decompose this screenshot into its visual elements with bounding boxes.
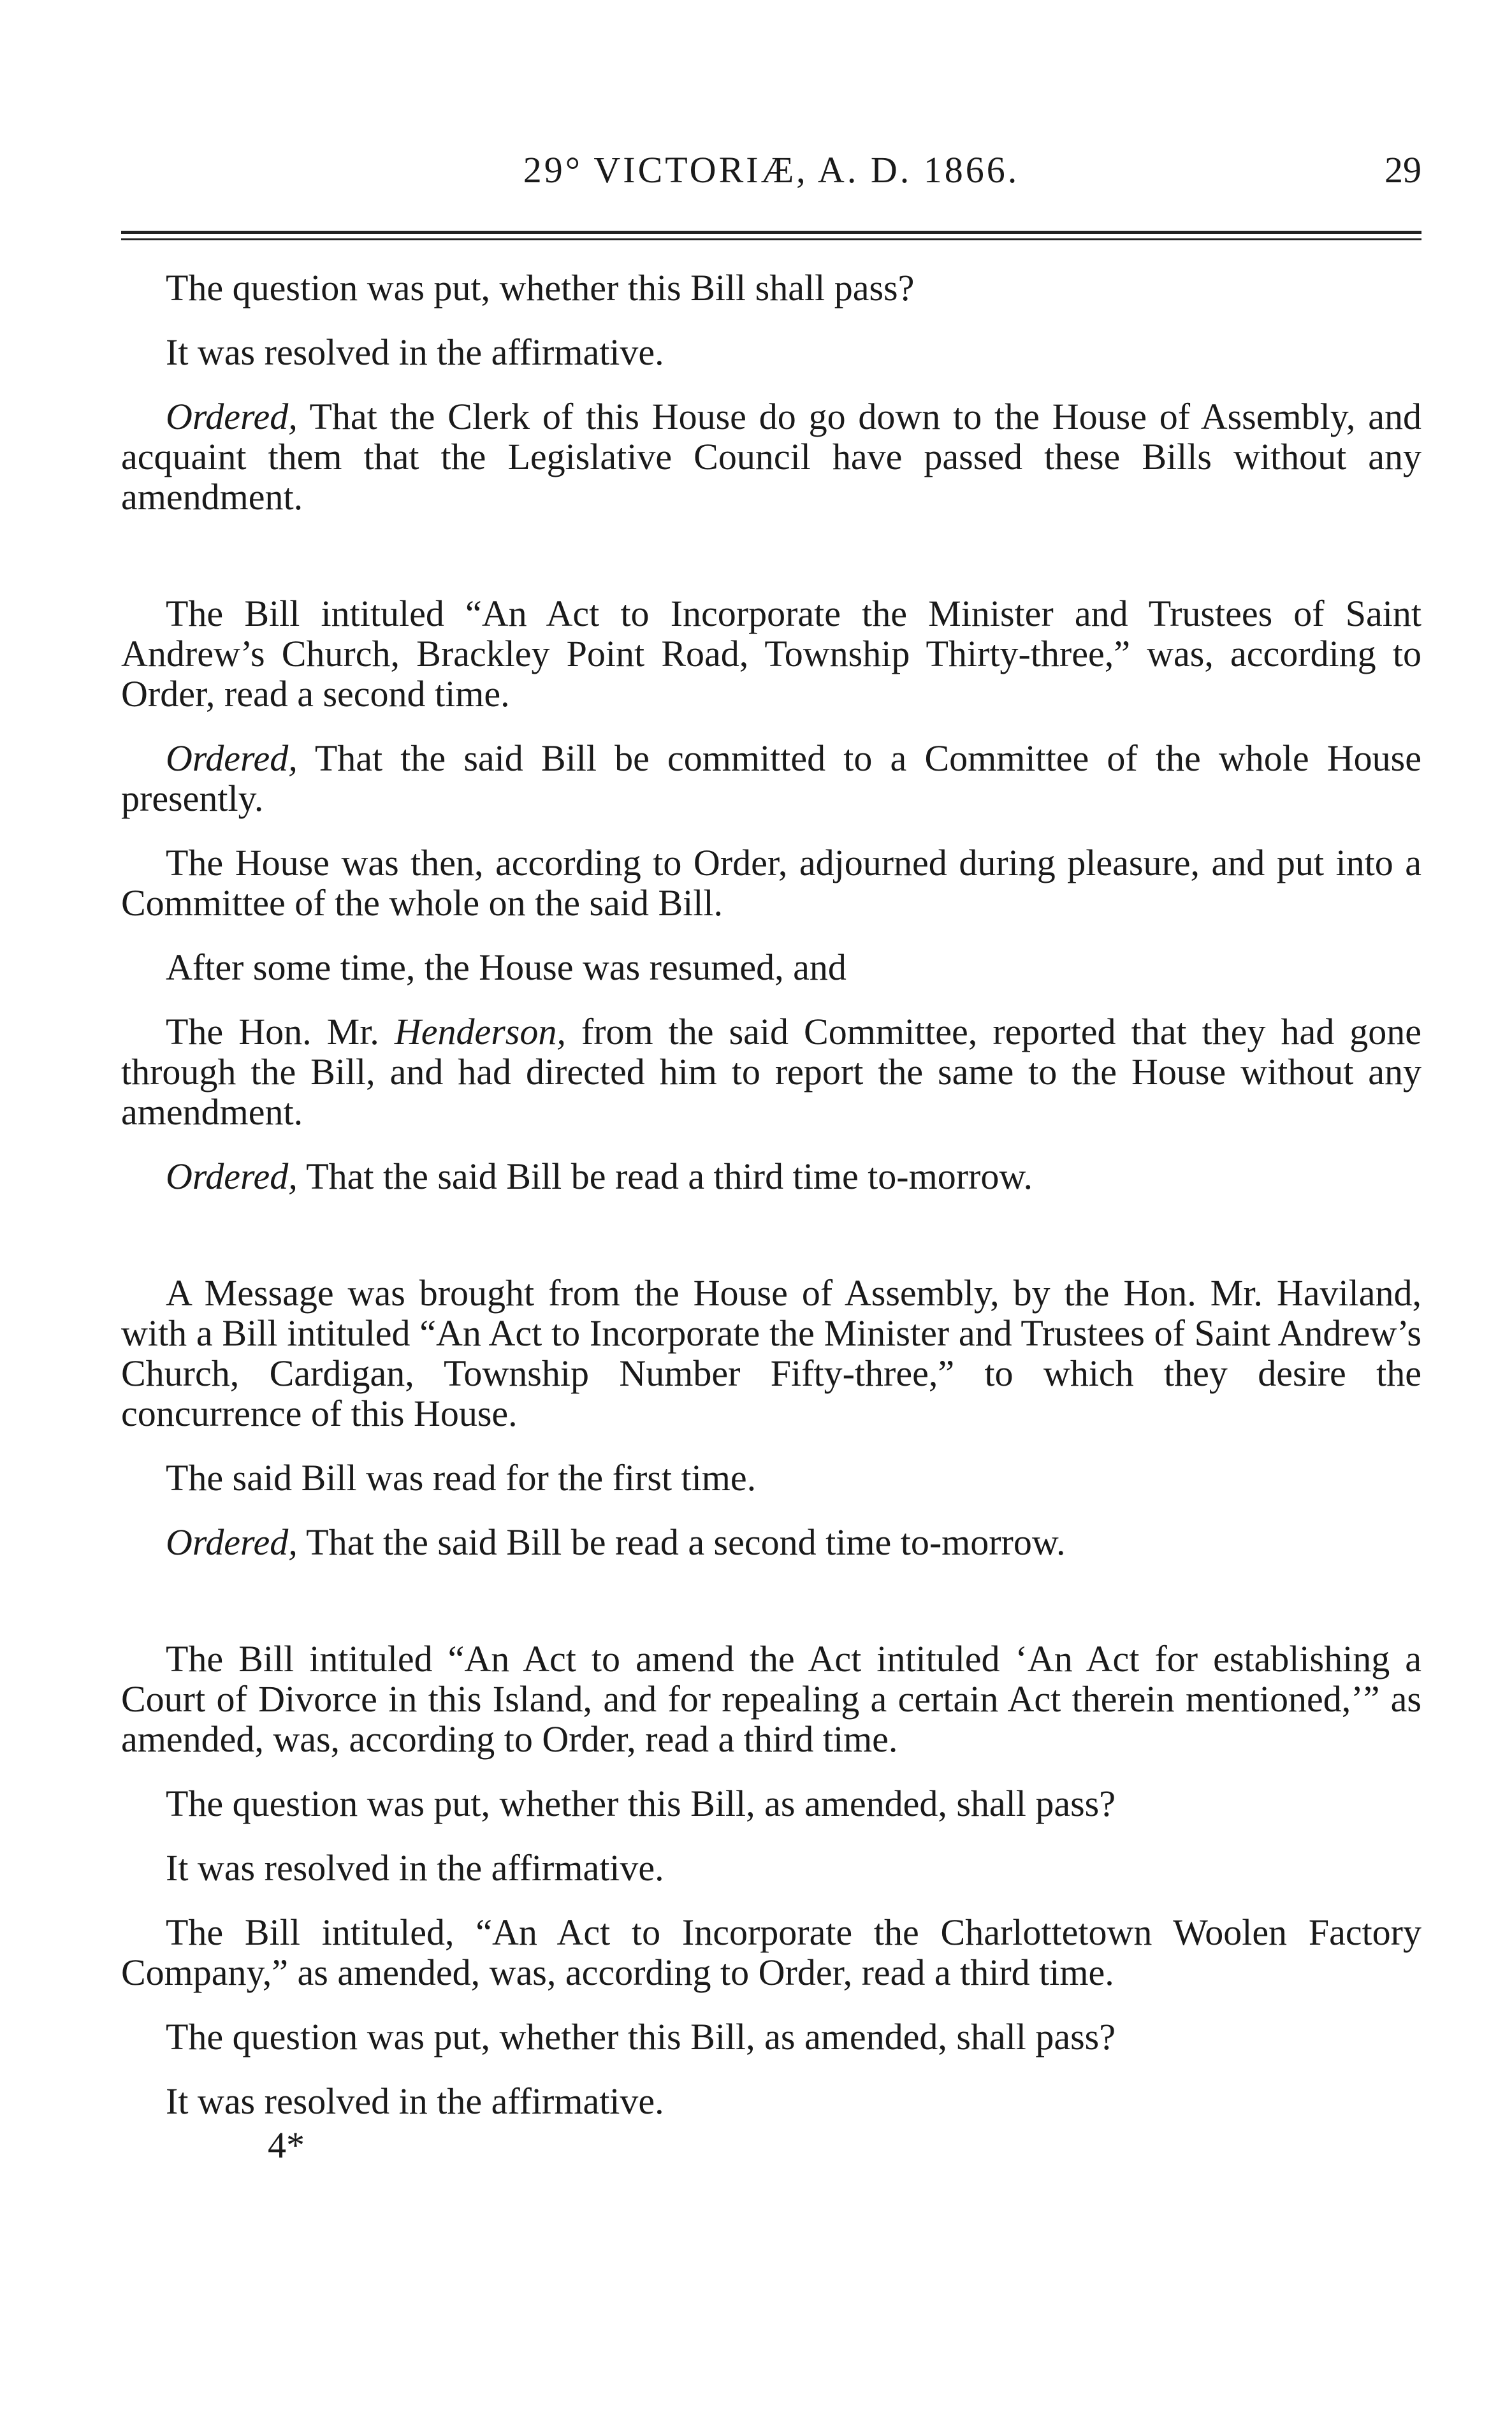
paragraph	[121, 396, 1421, 517]
running-head: 29° VICTORIÆ, A. D. 1866.	[523, 149, 1020, 191]
header-rule-thin	[121, 238, 1421, 240]
paragraph-text: It was resolved in the affirmative.	[166, 2080, 664, 2122]
paragraph-text: It was resolved in the affirmative.	[166, 331, 664, 373]
paragraph	[121, 1912, 1421, 1992]
paragraph	[121, 1522, 1421, 1562]
paragraph-text: That the said Bill be committed to a Committee of the whole House presently.	[121, 737, 1421, 819]
paragraph	[121, 268, 1421, 308]
paragraph-text: from the said Committee, reported that they had gone through the Bill, and had directed him to report the same to the House without any amendment.	[121, 1011, 1421, 1133]
paragraph	[121, 1639, 1421, 1759]
paragraph-text: That the said Bill be read a third time to-morrow.	[297, 1156, 1033, 1197]
paragraph	[121, 947, 1421, 987]
paragraph-text: A Message was brought from the House of Assembly, by the Hon. Mr. Haviland, with a Bill intituled “An Act to Incorporate the Minister and Trustees of Saint Andrew’s Church, Cardigan, Township Number Fifty-three,” to which they desire the concurrence of this House.	[121, 1272, 1421, 1434]
paragraph	[121, 2081, 1421, 2121]
paragraph-text: It was resolved in the affirmative.	[166, 1847, 664, 1889]
paragraph-text: After some time, the House was resumed, and	[166, 947, 847, 988]
journal-body	[121, 268, 1421, 2165]
paragraph-lead: The Hon. Mr.	[166, 1011, 395, 1052]
paragraph	[121, 1273, 1421, 1433]
paragraph	[121, 738, 1421, 818]
italic-lead: Ordered,	[166, 396, 298, 437]
italic-name: Henderson,	[394, 1011, 566, 1052]
paragraph	[121, 1012, 1421, 1132]
paragraph	[121, 1783, 1421, 1824]
paragraph	[121, 1156, 1421, 1196]
paragraph-text: That the Clerk of this House do go down to the House of Assembly, and acquaint them that the Legislative Council have passed these Bills without any amendment.	[121, 396, 1421, 518]
paragraph-text: The question was put, whether this Bill, as amended, shall pass?	[166, 2016, 1116, 2057]
header-rule-thick	[121, 231, 1421, 234]
paragraph	[121, 2017, 1421, 2057]
italic-lead: Ordered,	[166, 737, 298, 779]
paragraph	[121, 843, 1421, 923]
paragraph-text: That the said Bill be read a second time to-morrow.	[297, 1521, 1066, 1563]
paragraph-text: The said Bill was read for the first time.	[166, 1457, 757, 1499]
paragraph-text: The Bill intituled “An Act to amend the Act intituled ‘An Act for establishing a Court of Divorce in this Island, and for repealing a certain Act therein mentioned,’” as amended, was, according to Order, read a third time.	[121, 1638, 1421, 1760]
paragraph	[121, 1458, 1421, 1498]
italic-lead: Ordered,	[166, 1521, 298, 1563]
page-number: 29	[1385, 149, 1421, 191]
paragraph-text: The Bill intituled “An Act to Incorporate the Minister and Trustees of Saint Andrew’s Church, Brackley Point Road, Township Thirty-three,” was, according to Order, read a second time.	[121, 593, 1421, 715]
paragraph-text: The House was then, according to Order, adjourned during pleasure, and put into a Committee of the whole on the said Bill.	[121, 842, 1421, 924]
paragraph-text: The question was put, whether this Bill, as amended, shall pass?	[166, 1783, 1116, 1824]
paragraph	[121, 332, 1421, 372]
signature-mark: 4*	[268, 2124, 305, 2166]
paragraph-text: The question was put, whether this Bill shall pass?	[166, 267, 915, 308]
paragraph	[121, 593, 1421, 714]
paragraph-text: The Bill intituled, “An Act to Incorporate the Charlottetown Woolen Factory Company,” as amended, was, according to Order, read a third time.	[121, 1912, 1421, 1993]
paragraph	[121, 1848, 1421, 1888]
page-header	[121, 148, 1421, 199]
italic-lead: Ordered,	[166, 1156, 298, 1197]
